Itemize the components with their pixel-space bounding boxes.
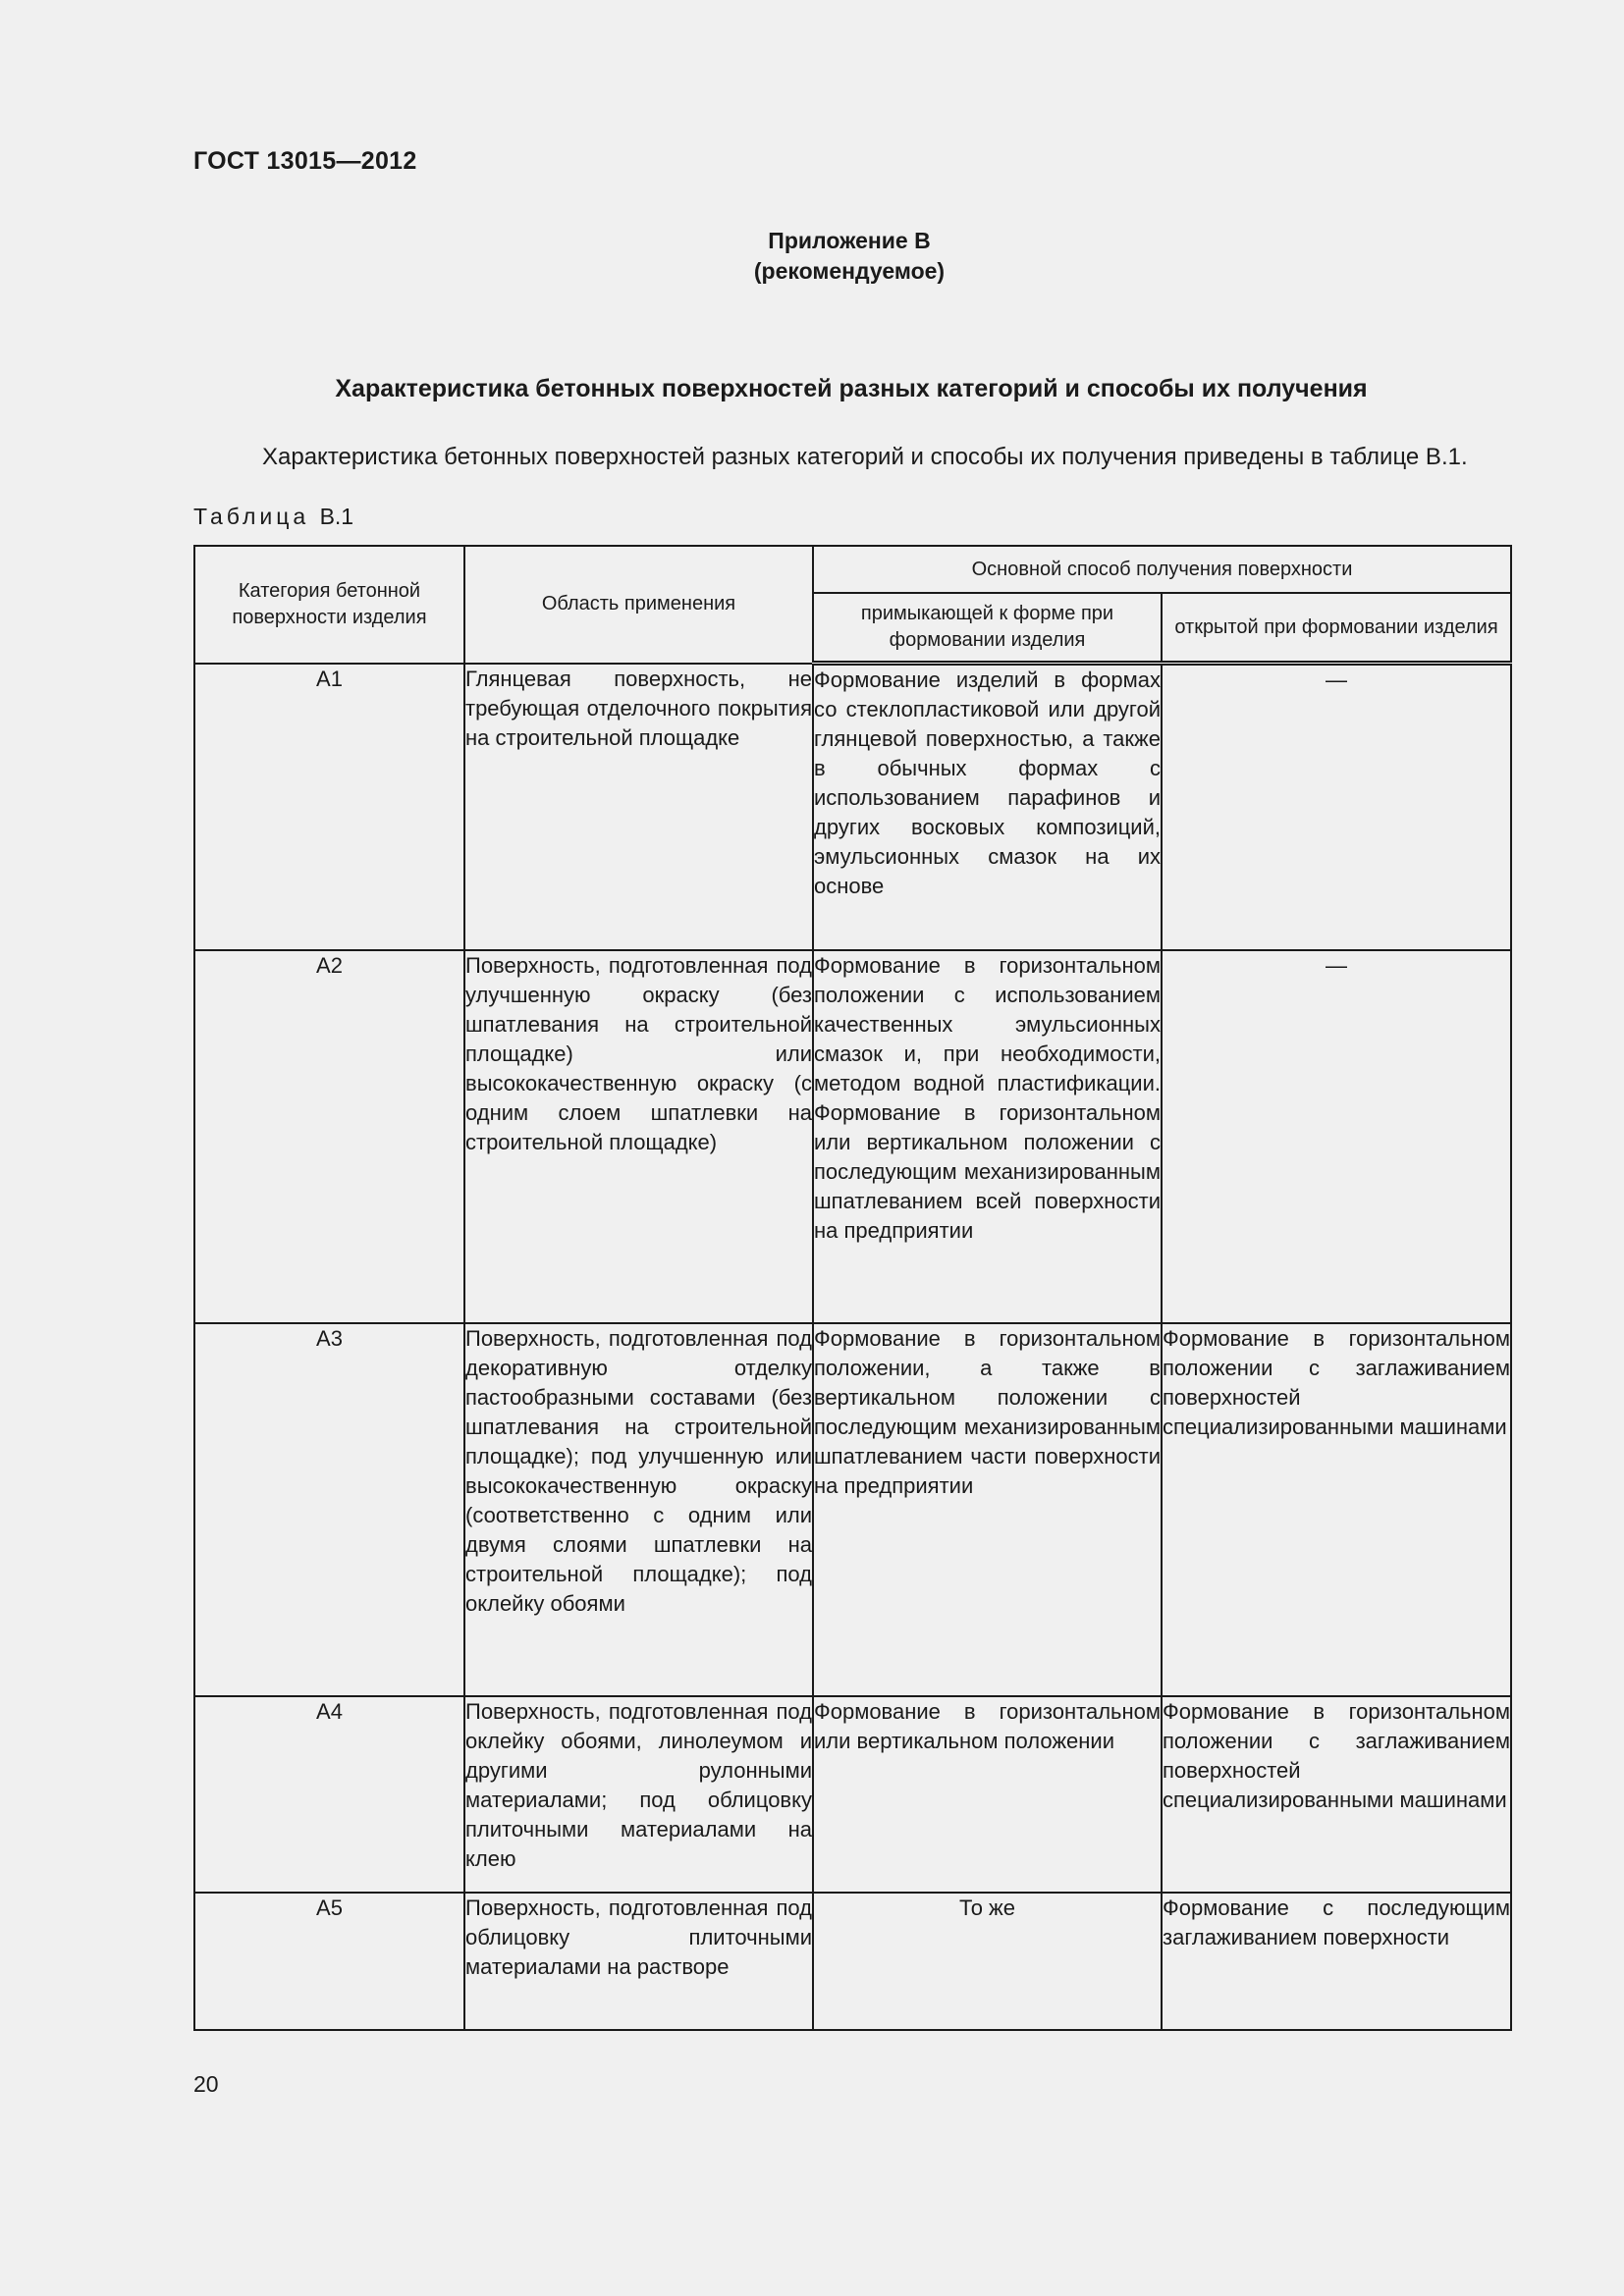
table-header-row-1 (194, 546, 1511, 593)
cell-method-open: Формование в горизонтальном положении с заглаживанием поверхностей специализированными машинами (1162, 1323, 1511, 1696)
table-caption-word: Таблица (193, 504, 310, 529)
table-row (194, 950, 1511, 1323)
cell-category: А5 (194, 1893, 464, 2030)
cell-method-open: — (1162, 950, 1511, 1323)
cell-category: А2 (194, 950, 464, 1323)
header-method-group: Основной способ получения поверхности (813, 546, 1511, 593)
appendix-title: Приложение В (768, 228, 931, 253)
section-title: Характеристика бетонных поверхностей разных категорий и способы их получения (335, 375, 1368, 402)
header-application: Область применения (464, 546, 813, 664)
surface-categories-table (193, 545, 1512, 2031)
table-row (194, 1893, 1511, 2030)
cell-application: Поверхность, подготовленная под облицовку плиточными материалами на растворе (464, 1893, 813, 2030)
cell-category: А4 (194, 1696, 464, 1893)
cell-application: Поверхность, подготовленная под улучшенную окраску (без шпатлевания на строительной площадке) или высококачественную окраску (с одним слоем шпатлевки на строительной площадке) (464, 950, 813, 1323)
table-row (194, 1323, 1511, 1696)
appendix-heading (0, 226, 1624, 287)
table-caption-number: В.1 (319, 504, 354, 529)
intro-paragraph: Характеристика бетонных поверхностей разных категорий и способы их получения приведены в таблице В.1. (262, 444, 1468, 470)
cell-application: Поверхность, подготовленная под декоративную отделку пастообразными составами (без шпатлевания на строительной площадке); под улучшенную или высококачественную окраску (соответственно с одним или двумя слоями шпатлевки на строительной площадке); под оклейку обоями (464, 1323, 813, 1696)
cell-method-form: То же (813, 1893, 1162, 2030)
cell-method-form: Формование в горизонтальном положении, а также в вертикальном положении с последующим механизированным шпатлеванием части поверхности на предприятии (813, 1323, 1162, 1696)
standard-designation: ГОСТ 13015—2012 (193, 147, 417, 175)
table-caption (193, 504, 353, 530)
header-method-form: примыкающей к форме при формовании изделия (813, 593, 1162, 664)
header-category: Категория бетонной поверхности изделия (194, 546, 464, 664)
cell-method-form: Формование в горизонтальном положении с использованием качественных эмульсионных смазок и, при необходимости, методом водной пластификации. Формование в горизонтальном или вертикальном положении с последующим механизированным шпатлеванием всей поверхности на предприятии (813, 950, 1162, 1323)
header-method-open: открытой при формовании изделия (1162, 593, 1511, 664)
table-row (194, 1696, 1511, 1893)
cell-application: Поверхность, подготовленная под оклейку обоями, линолеумом и другими рулонными материалами; под облицовку плиточными материалами на клею (464, 1696, 813, 1893)
cell-method-form: Формование изделий в формах со стеклопластиковой или другой глянцевой поверхностью, а также в обычных формах с использованием парафинов и других восковых композиций, эмульсионных смазок на их основе (813, 664, 1162, 950)
appendix-type: (рекомендуемое) (753, 258, 946, 284)
cell-method-open: — (1162, 664, 1511, 950)
table-row (194, 664, 1511, 950)
cell-application: Глянцевая поверхность, не требующая отделочного покрытия на строительной площадке (464, 664, 813, 950)
cell-method-open: Формование в горизонтальном положении с заглаживанием поверхностей специализированными машинами (1162, 1696, 1511, 1893)
page-number: 20 (193, 2071, 219, 2097)
cell-method-open: Формование с последующим заглаживанием поверхности (1162, 1893, 1511, 2030)
cell-method-form: Формование в горизонтальном или вертикальном положении (813, 1696, 1162, 1893)
cell-category: А3 (194, 1323, 464, 1696)
cell-category: А1 (194, 664, 464, 950)
